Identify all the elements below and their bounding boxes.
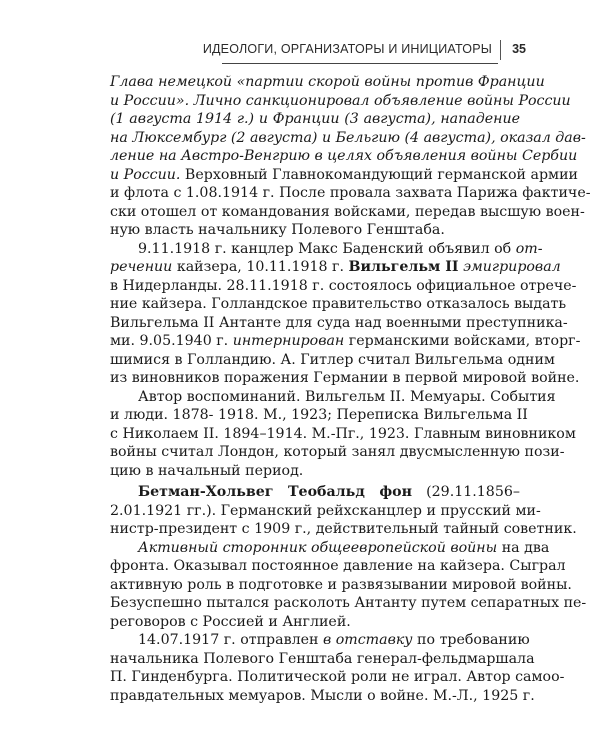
text-fragment: от- — [515, 240, 543, 257]
text-fragment: Активный сторонник общеевропейской войны — [138, 539, 498, 556]
text-line: и флота с 1.08.1914 г. После провала захвата Парижа фактиче- — [110, 185, 591, 201]
text-line — [110, 483, 520, 502]
entry-name: Бетман-Хольвег Теобальд фон — [138, 484, 412, 500]
text-line: ную власть начальнику Полевого Генштаба. — [110, 222, 445, 238]
paragraph-kaiser-role — [110, 73, 591, 240]
text-line: 2.01.1921 гг.). Германский рейхсканцлер и прусский ми- — [110, 502, 541, 519]
text-fragment: Верховный Главнокомандующий германской армии — [180, 166, 579, 183]
text-line — [110, 240, 543, 259]
text-line: правдательных мемуаров. Мысли о войне. М.-Л., 1925 г. — [110, 687, 535, 704]
text-fragment: интернирован — [232, 333, 345, 349]
text-fragment: эмигрировал — [463, 259, 561, 275]
running-header — [202, 38, 526, 64]
text-line: на Люксембург (2 августа) и Бельгию (4 августа), оказал дав- — [110, 129, 586, 146]
text-fragment: кайзера, 10.11.1918 г. — [172, 259, 349, 275]
text-line: в Нидерланды. 28.11.1918 г. состоялось официальное отрече- — [110, 277, 577, 294]
text-line: Глава немецкой «партии скорой войны против Франции — [110, 74, 545, 90]
text-fragment: на два — [497, 539, 550, 556]
text-fragment: по требованию — [412, 632, 530, 648]
text-fragment: (29.11.1856– — [411, 484, 520, 500]
page-number: 35 — [512, 42, 526, 56]
text-line: ски отошел от командования войсками, передав высшую воен- — [110, 203, 585, 220]
text-line: (1 августа 1914 г.) и Франции (3 августа), нападение — [110, 111, 520, 127]
body-text — [110, 73, 591, 705]
paragraph-bethmann-role — [110, 539, 587, 632]
text-fragment: 9.11.1918 г. канцлер Макс Баденский объявил об — [138, 240, 516, 257]
paragraph-memoirs — [110, 388, 576, 481]
paragraph-abdication — [110, 240, 581, 388]
text-line — [110, 258, 561, 277]
text-line — [110, 332, 581, 351]
text-fragment: ми. 9.05.1940 г. — [110, 333, 233, 349]
person-name: Вильгельм II — [348, 259, 459, 275]
text-line: ние кайзера. Голландское правительство отказалось выдать — [110, 296, 567, 312]
text-line: цию в начальный период. — [110, 462, 304, 479]
text-line: активную роль в подготовке и развязывании мировой войны. — [110, 576, 572, 593]
text-line: ление на Австро-Венгрию в целях объявления войны Сербии — [110, 148, 578, 164]
running-header-title: ИДЕОЛОГИ, ОРГАНИЗАТОРЫ И ИНИЦИАТОРЫ — [202, 42, 492, 56]
text-fragment: речении — [110, 259, 173, 275]
text-fragment: в отставку — [322, 632, 413, 648]
paragraph-bethmann-entry — [110, 483, 577, 539]
text-line — [110, 539, 550, 558]
text-line: фронта. Оказывал постоянное давление на кайзера. Сыграл — [110, 558, 566, 574]
text-line: и России». Лично санкционировал объявление войны России — [110, 92, 571, 109]
text-line: Автор воспоминаний. Вильгельм II. Мемуары. События — [138, 388, 556, 405]
text-line: реговоров с Россией и Англией. — [110, 613, 351, 630]
text-line: Безуспешно пытался расколоть Антанту путем сепаратных пе- — [110, 595, 587, 611]
text-line: нистр-президент с 1909 г., действительный тайный советник. — [110, 521, 577, 537]
text-line — [110, 631, 530, 650]
text-line: П. Гинденбурга. Политической роли не играл. Автор самоо- — [110, 669, 565, 685]
text-line: войны считал Лондон, который занял двусмысленную пози- — [110, 444, 565, 460]
header-rule — [222, 63, 498, 64]
text-fragment: 14.07.1917 г. отправлен — [138, 632, 323, 648]
text-line: Вильгельма II Антанте для суда над военными преступника- — [110, 314, 568, 331]
text-line: из виновников поражения Германии в первой мировой войне. — [110, 370, 580, 386]
text-line: и люди. 1878- 1918. М., 1923; Переписка Вильгельма II — [110, 407, 528, 423]
text-fragment: и России. — [110, 166, 181, 183]
paragraph-bethmann-resignation — [110, 631, 565, 705]
text-line: с Николаем II. 1894–1914. М.-Пг., 1923. Главным виновником — [110, 425, 576, 442]
text-line: шимися в Голландию. А. Гитлер считал Вильгельма одним — [110, 351, 555, 368]
text-line: начальника Полевого Генштаба генерал-фельдмаршала — [110, 650, 535, 667]
text-fragment: германскими войсками, вторг- — [344, 333, 581, 349]
text-line — [110, 166, 579, 185]
header-separator — [500, 40, 501, 60]
